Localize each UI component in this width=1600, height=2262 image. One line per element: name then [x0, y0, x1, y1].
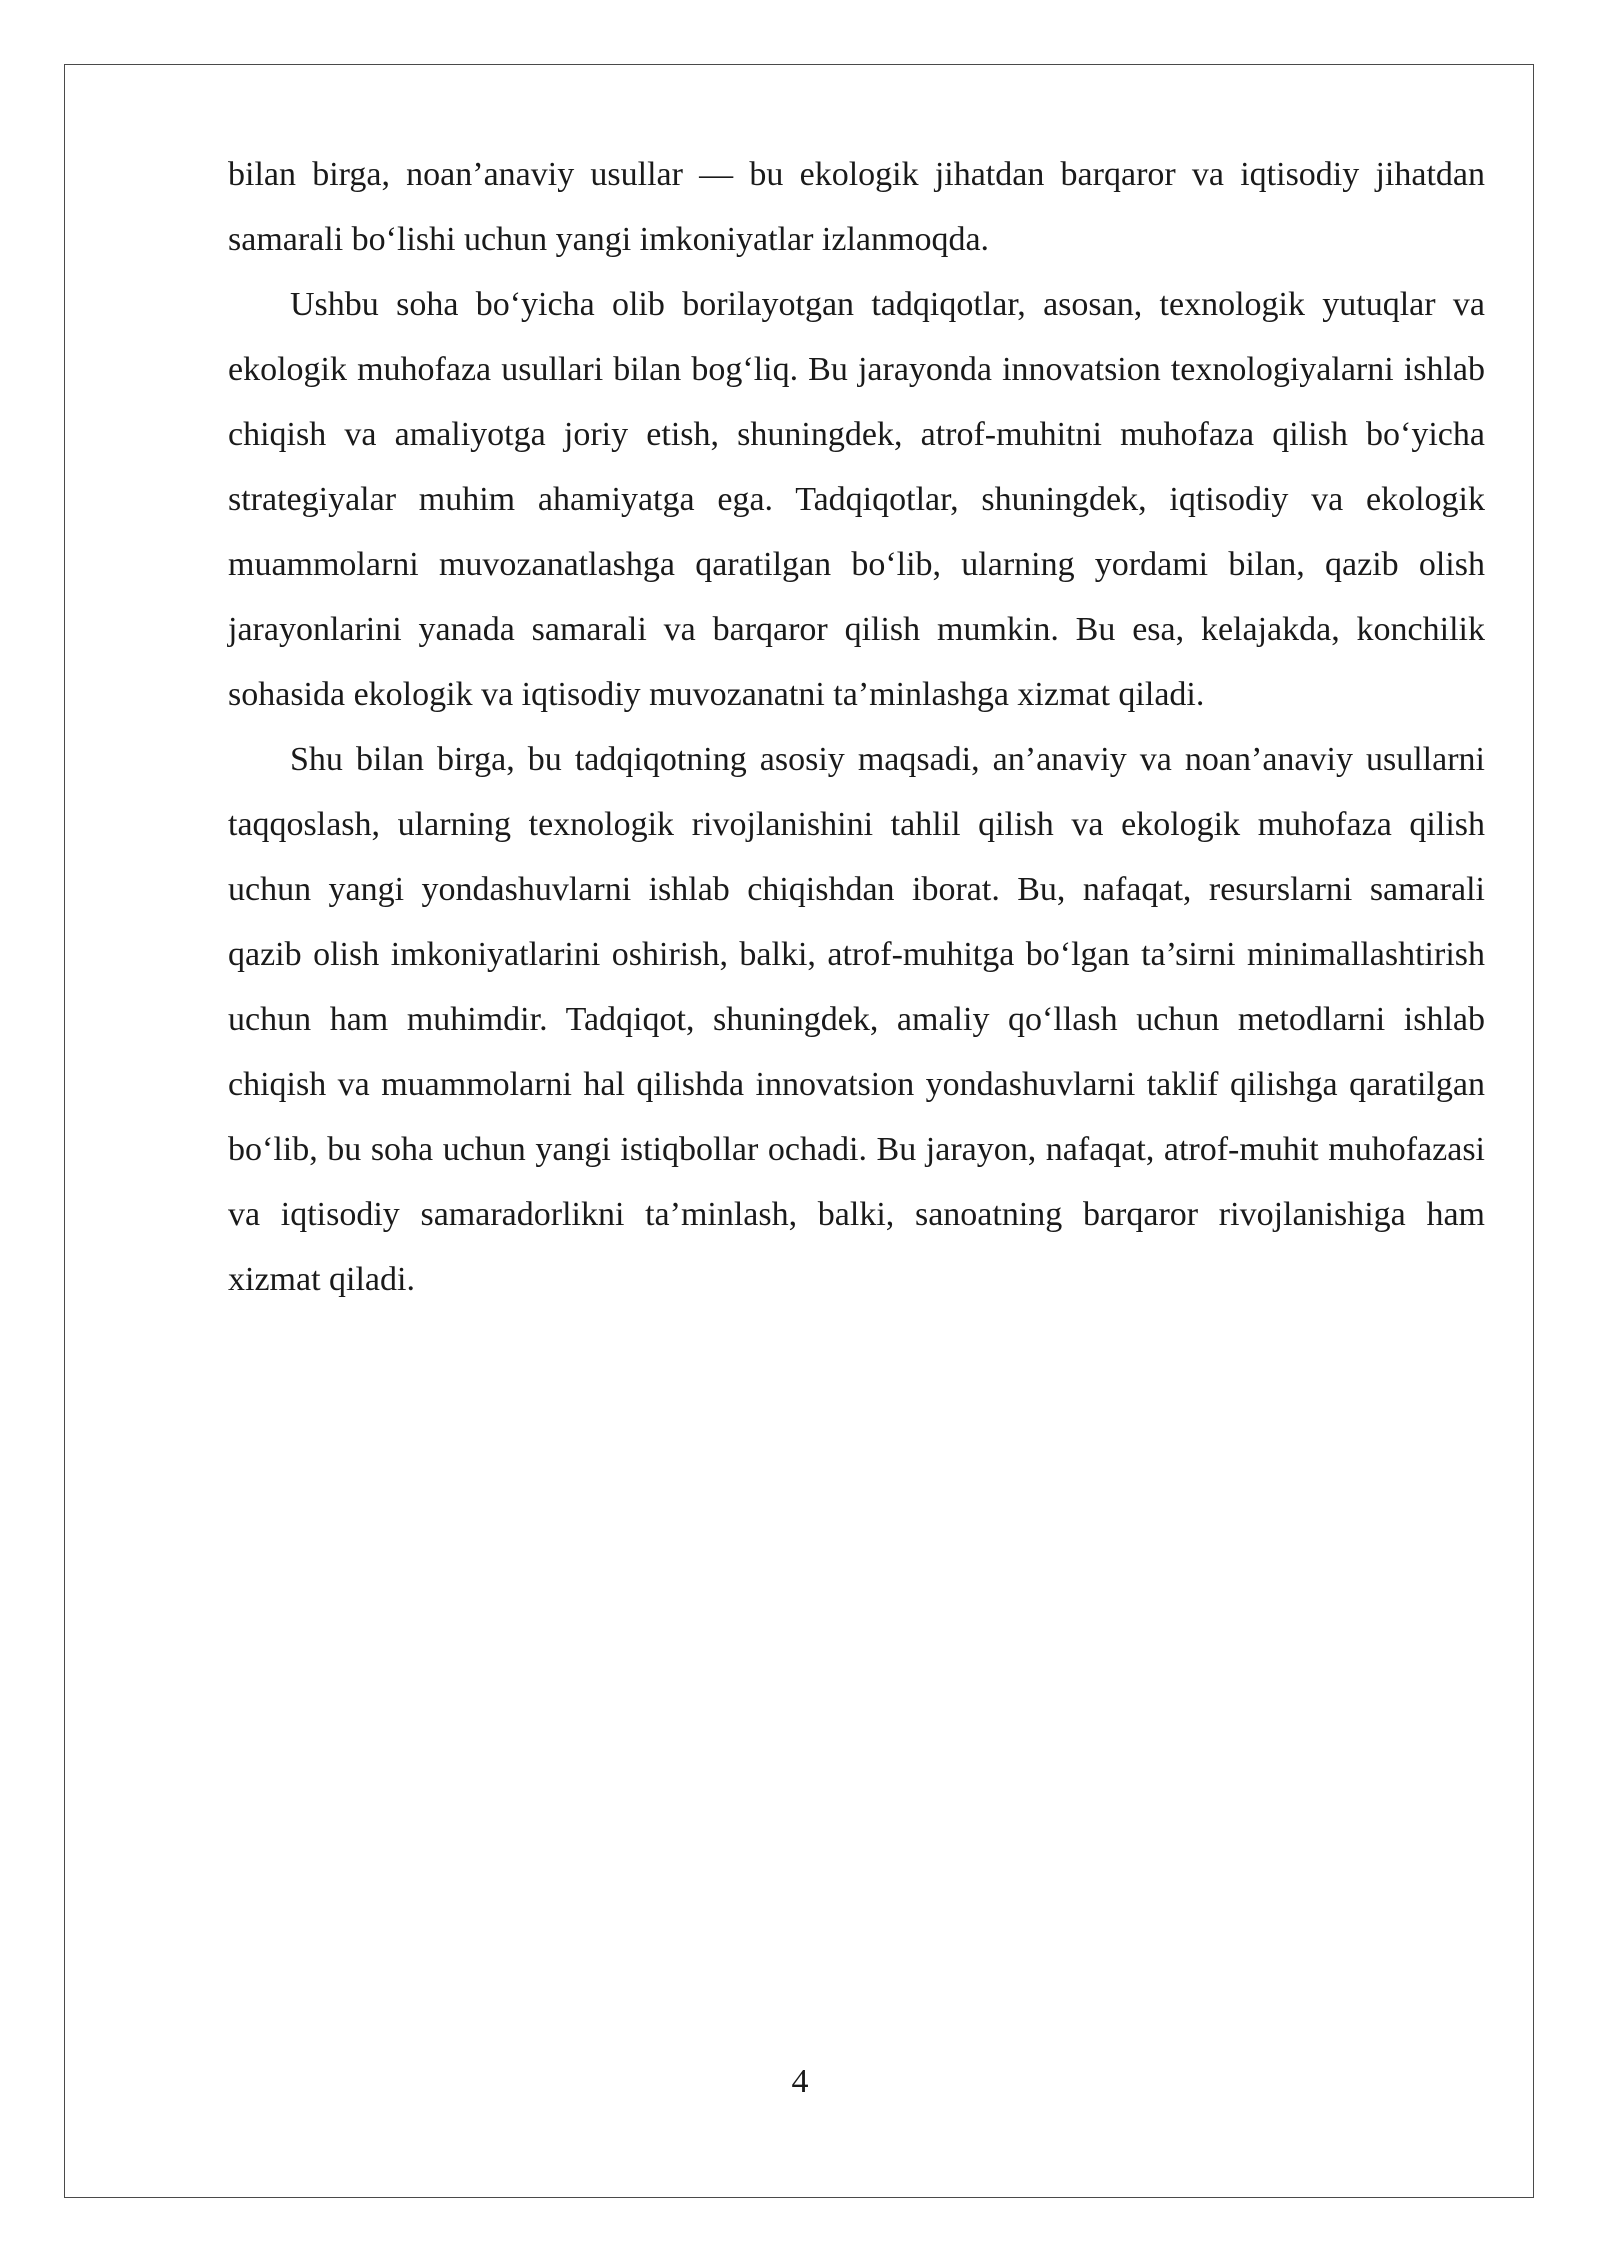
paragraph-continuation: bilan birga, noan’anaviy usullar — bu ekologik jihatdan barqaror va iqtisodiy jihatdan samarali bo‘lishi uchun yangi imkoniyatlar izlanmoqda. [228, 156, 1485, 258]
body-text [228, 142, 1485, 1312]
page-number: 4 [791, 2063, 809, 2100]
paragraph-research-overview: Ushbu soha bo‘yicha olib borilayotgan tadqiqotlar, asosan, texnologik yutuqlar va ekologik muhofaza usullari bilan bog‘liq. Bu jarayonda innovatsion texnologiyalarni ishlab chiqish va amaliyotga joriy etish, shuningdek, atrof-muhitni muhofaza qilish bo‘yicha strategiyalar muhim ahamiyatga ega. Tadqiqotlar, shuningdek, iqtisodiy va ekologik muammolarni muvozanatlashga qaratilgan bo‘lib, ularning yordami bilan, qazib olish jarayonlarini yanada samarali va barqaror qilish mumkin. Bu esa, kelajakda, konchilik sohasida ekologik va iqtisodiy muvozanatni ta’minlashga xizmat qiladi. [228, 286, 1485, 713]
paragraph-research-goal: Shu bilan birga, bu tadqiqotning asosiy maqsadi, an’anaviy va noan’anaviy usullarni taqqoslash, ularning texnologik rivojlanishini tahlil qilish va ekologik muhofaza qilish uchun yangi yondashuvlarni ishlab chiqishdan iborat. Bu, nafaqat, resurslarni samarali qazib olish imkoniyatlarini oshirish, balki, atrof-muhitga bo‘lgan ta’sirni minimallashtirish uchun ham muhimdir. Tadqiqot, shuningdek, amaliy qo‘llash uchun metodlarni ishlab chiqish va muammolarni hal qilishda innovatsion yondashuvlarni taklif qilishga qaratilgan bo‘lib, bu soha uchun yangi istiqbollar ochadi. Bu jarayon, nafaqat, atrof-muhit muhofazasi va iqtisodiy samaradorlikni ta’minlash, balki, sanoatning barqaror rivojlanishiga ham xizmat qiladi. [228, 741, 1485, 1298]
